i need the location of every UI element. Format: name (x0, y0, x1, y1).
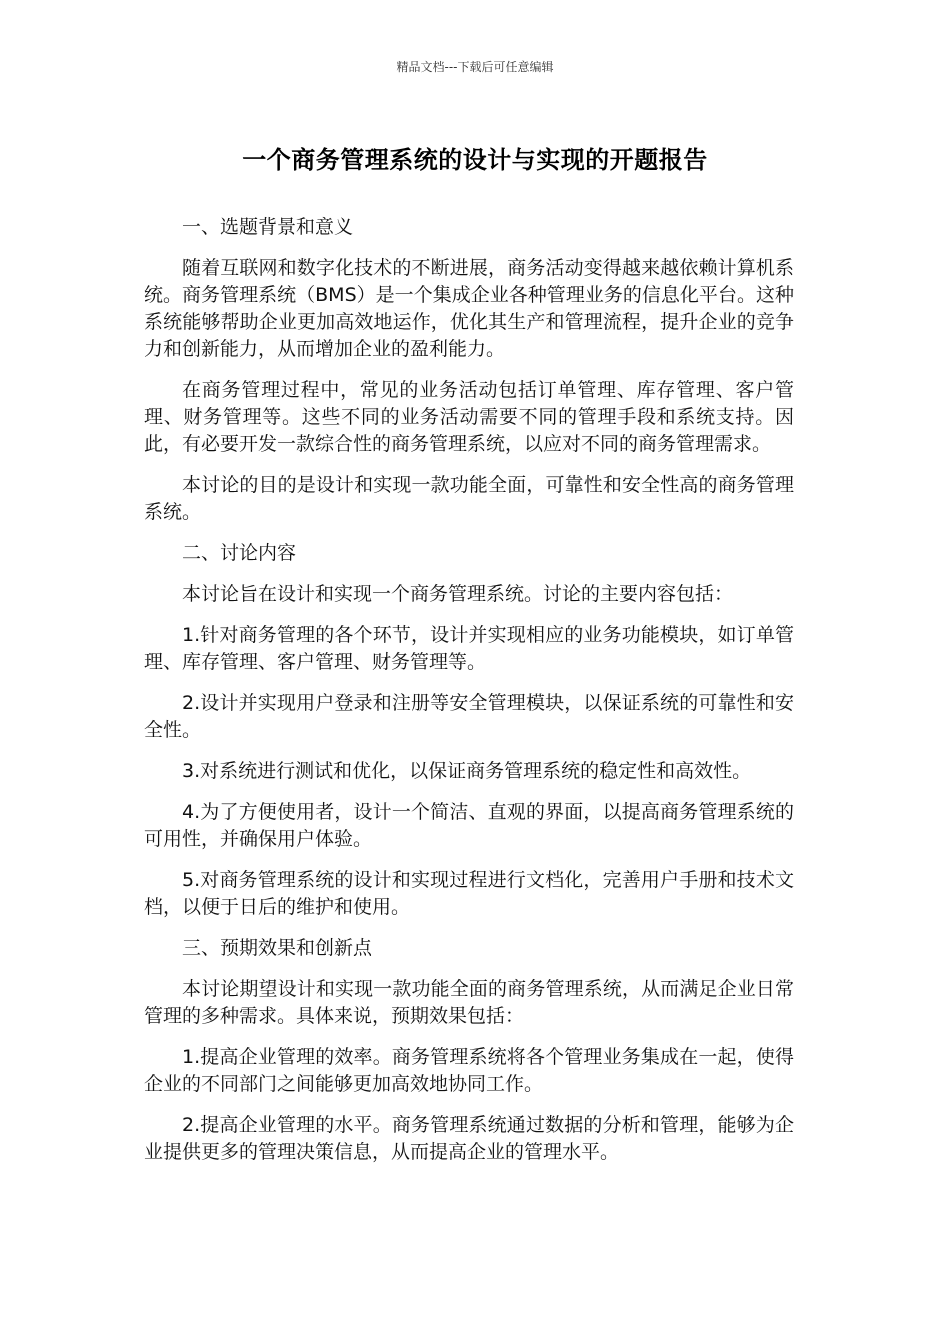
section-heading-2: 二、讨论内容 (182, 542, 297, 564)
list-item: 1.针对商务管理的各个环节，设计并实现相应的业务功能模块，如订单管理、库存管理、客户管理、财务管理等。 (144, 624, 794, 673)
document-body (144, 214, 794, 1180)
list-item: 5.对商务管理系统的设计和实现过程进行文档化，完善用户手册和技术文档，以便于日后的维护和使用。 (144, 869, 794, 918)
section-heading-3: 三、预期效果和创新点 (182, 937, 373, 959)
paragraph: 本讨论的目的是设计和实现一款功能全面，可靠性和安全性高的商务管理系统。 (144, 474, 794, 523)
list-item: 4.为了方便使用者，设计一个简洁、直观的界面，以提高商务管理系统的可用性，并确保用户体验。 (144, 801, 794, 850)
paragraph: 随着互联网和数字化技术的不断进展，商务活动变得越来越依赖计算机系统。商务管理系统（BMS）是一个集成企业各种管理业务的信息化平台。这种系统能够帮助企业更加高效地运作，优化其生产和管理流程，提升企业的竞争力和创新能力，从而增加企业的盈利能力。 (144, 257, 794, 360)
section-heading-1: 一、选题背景和意义 (182, 216, 354, 238)
list-item: 3.对系统进行测试和优化，以保证商务管理系统的稳定性和高效性。 (182, 760, 752, 782)
list-item: 2.提高企业管理的水平。商务管理系统通过数据的分析和管理，能够为企业提供更多的管理决策信息，从而提高企业的管理水平。 (144, 1114, 794, 1163)
list-item: 1.提高企业管理的效率。商务管理系统将各个管理业务集成在一起，使得企业的不同部门之间能够更加高效地协同工作。 (144, 1046, 794, 1095)
paragraph: 本讨论期望设计和实现一款功能全面的商务管理系统，从而满足企业日常管理的多种需求。具体来说，预期效果包括： (144, 978, 794, 1027)
page-header: 精品文档---下载后可任意编辑 (396, 60, 554, 74)
paragraph: 本讨论旨在设计和实现一个商务管理系统。讨论的主要内容包括： (182, 583, 734, 605)
list-item: 2.设计并实现用户登录和注册等安全管理模块，以保证系统的可靠性和安全性。 (144, 692, 794, 741)
paragraph: 在商务管理过程中，常见的业务活动包括订单管理、库存管理、客户管理、财务管理等。这些不同的业务活动需要不同的管理手段和系统支持。因此，有必要开发一款综合性的商务管理系统，以应对不同的商务管理需求。 (144, 379, 794, 455)
document-title: 一个商务管理系统的设计与实现的开题报告 (242, 146, 708, 174)
